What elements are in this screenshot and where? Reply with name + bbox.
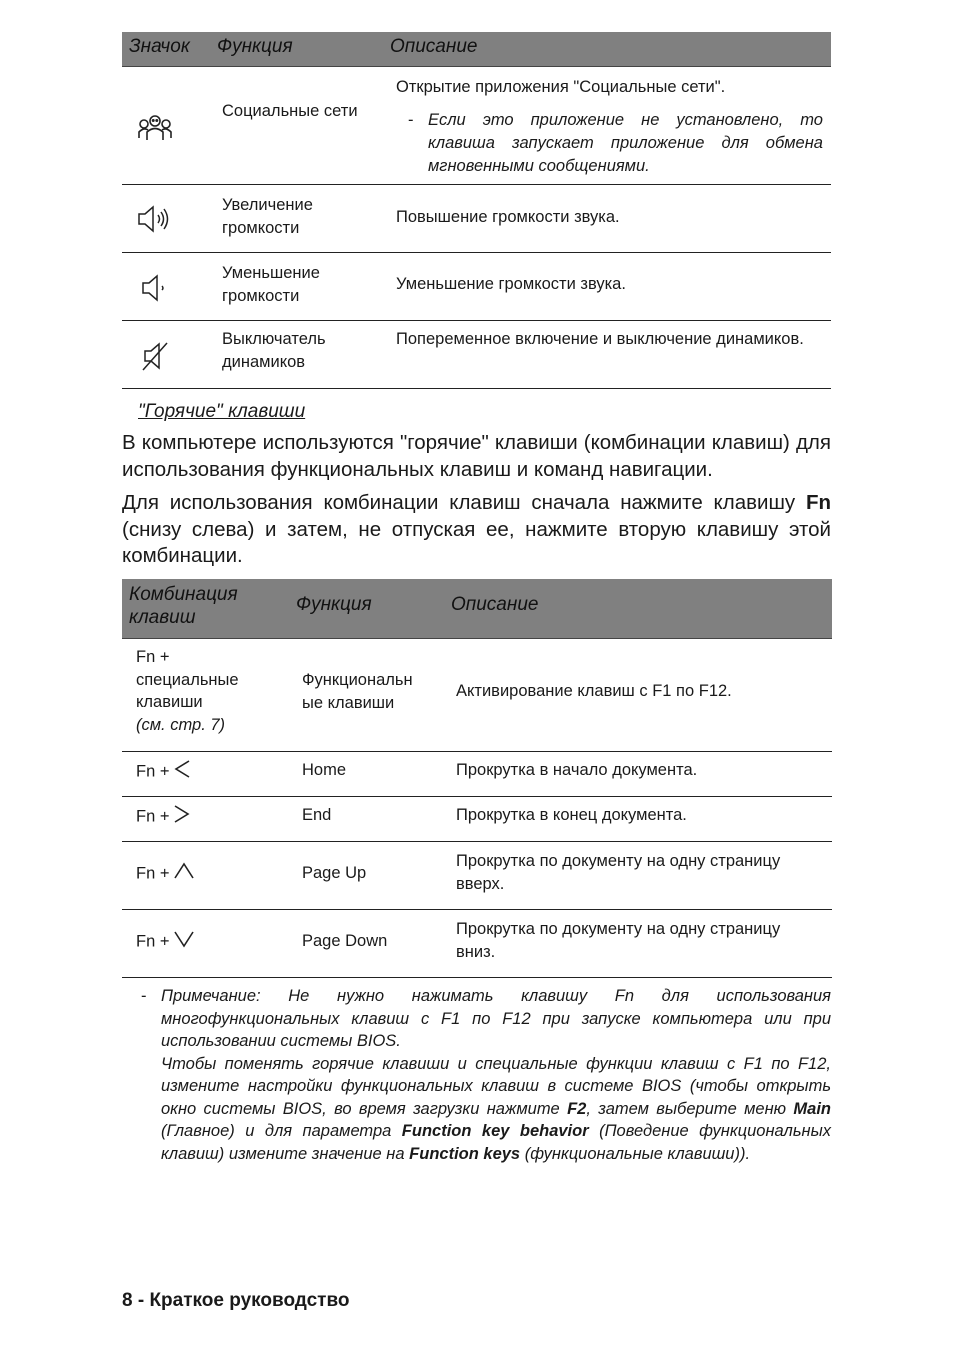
header-description: Описание bbox=[390, 36, 478, 57]
table-row bbox=[122, 910, 832, 978]
volume-down-icon bbox=[122, 272, 188, 304]
description-text: Открытие приложения "Социальные сети". bbox=[396, 78, 726, 96]
page-footer: 8 - Краткое руководство bbox=[122, 1290, 350, 1311]
social-network-icon bbox=[122, 110, 188, 144]
table-header bbox=[122, 32, 831, 67]
key-combo-note: (см. стр. 7) bbox=[136, 715, 226, 734]
note-dash: - bbox=[141, 987, 147, 1005]
key-combo bbox=[136, 804, 191, 831]
arrow-down-icon bbox=[173, 930, 195, 955]
table-row bbox=[122, 67, 831, 185]
table-row bbox=[122, 321, 831, 389]
section-title: "Горячие" клавиши bbox=[138, 401, 306, 422]
description-bullet: - Если это приложение не установлено, то клавиша запускает приложение для обмена мгновенными сообщениями. bbox=[396, 109, 823, 178]
arrow-left-icon bbox=[173, 759, 191, 786]
function-label: Выключатель динамиков bbox=[222, 330, 326, 371]
description-text: Активирование клавиш с F1 по F12. bbox=[456, 682, 732, 700]
table-row bbox=[122, 253, 831, 321]
key-combo bbox=[136, 759, 191, 786]
key-combo bbox=[136, 646, 276, 736]
paragraph-intro: В компьютере используются "горячие" клавиши (комбинации клавиш) для использования функциональных клавиш и команд навигации. bbox=[122, 431, 831, 481]
note-key-f2: F2 bbox=[567, 1099, 587, 1118]
table-row bbox=[122, 185, 831, 253]
description-text: Повышение громкости звука. bbox=[396, 208, 620, 226]
note-param-function-key-behavior: Function key behavior bbox=[401, 1122, 589, 1140]
description-text: Прокрутка в конец документа. bbox=[456, 806, 687, 824]
volume-up-icon bbox=[122, 203, 188, 235]
hotkeys-table bbox=[122, 579, 832, 978]
note-text: (функциональные клавиши)). bbox=[520, 1144, 751, 1163]
paragraph-text: Для использования комбинации клавиш сначала нажмите клавишу bbox=[122, 491, 806, 514]
note-paragraph bbox=[161, 1053, 831, 1166]
key-combo-text: Fn + bbox=[136, 932, 170, 951]
header-description: Описание bbox=[451, 594, 539, 615]
function-label: Функциональн ые клавиши bbox=[302, 671, 413, 712]
header-combo: Комбинация клавиш bbox=[129, 584, 238, 628]
note-text: , затем выберите меню bbox=[586, 1099, 794, 1118]
table-header bbox=[122, 579, 832, 639]
table-row bbox=[122, 639, 832, 752]
description-text: Прокрутка в начало документа. bbox=[456, 761, 698, 779]
note-text: (Главное) и для параметра bbox=[161, 1122, 402, 1140]
description-text: Уменьшение громкости звука. bbox=[396, 275, 626, 293]
note-text: Примечание: Не нужно нажимать клавишу Fn для использования многофункциональных клавиш с F1 по F12 при запуске компьютера или при использовании системы BIOS. bbox=[161, 987, 831, 1050]
description-text: Прокрутка по документу на одну страницу вниз. bbox=[456, 920, 781, 961]
key-combo-text: Fn + bbox=[136, 762, 170, 781]
key-combo-text: Fn + bbox=[136, 648, 170, 666]
table-row bbox=[122, 752, 832, 797]
function-label: Home bbox=[302, 761, 347, 779]
note-text: Чтобы поменять горячие клавиши и специальные функции клавиш с F1 по F12, измените настройки функциональных клавиш в системе BIOS (чтобы открыть окно системы BIOS, во время загрузки нажмите bbox=[161, 1054, 831, 1118]
description-text: Прокрутка по документу на одну страницу вверх. bbox=[456, 852, 781, 893]
key-combo-text: Fn + bbox=[136, 864, 170, 883]
function-keys-table bbox=[122, 32, 831, 389]
note-menu-main: Main bbox=[793, 1099, 832, 1118]
table-row bbox=[122, 842, 832, 910]
header-function: Функция bbox=[296, 594, 372, 615]
paragraph-text: (снизу слева) и затем, не отпуская ее, нажмите вторую клавишу этой комбинации. bbox=[122, 517, 831, 567]
table-row bbox=[122, 797, 832, 842]
function-label: Социальные сети bbox=[222, 102, 358, 120]
function-label: End bbox=[302, 806, 332, 824]
speaker-mute-icon bbox=[122, 339, 188, 373]
function-label: Page Down bbox=[302, 932, 388, 950]
fn-key-label: Fn bbox=[805, 491, 831, 514]
key-combo bbox=[136, 862, 195, 887]
function-label: Увеличение громкости bbox=[222, 196, 313, 237]
description bbox=[396, 76, 823, 178]
description-text: Попеременное включение и выключение динамиков. bbox=[396, 330, 804, 348]
arrow-right-icon bbox=[173, 804, 191, 831]
key-combo-text: специальные клавиши bbox=[136, 670, 239, 711]
function-label: Уменьшение громкости bbox=[222, 264, 320, 305]
note-text: (Поведение функциональных клавиш) измените значение на bbox=[161, 1122, 831, 1163]
note-value-function-keys: Function keys bbox=[409, 1144, 521, 1163]
key-combo bbox=[136, 930, 195, 955]
header-icon: Значок bbox=[129, 36, 190, 57]
arrow-up-icon bbox=[173, 862, 195, 887]
header-function: Функция bbox=[217, 36, 293, 57]
key-combo-text: Fn + bbox=[136, 807, 170, 826]
function-label: Page Up bbox=[302, 864, 367, 882]
paragraph-instructions bbox=[122, 490, 831, 570]
note bbox=[161, 985, 831, 1165]
